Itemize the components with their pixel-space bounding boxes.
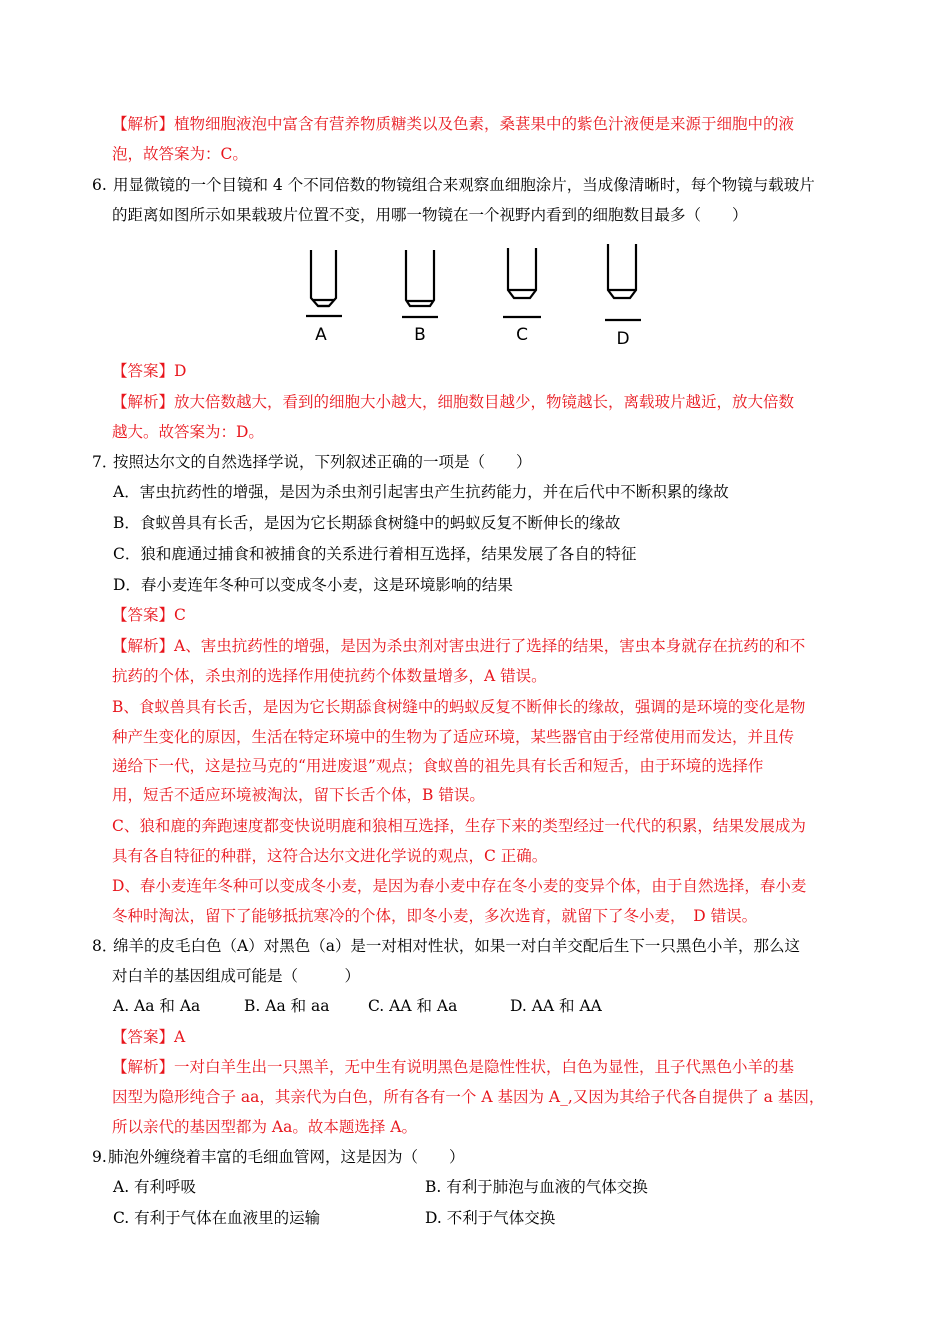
answer-value: A <box>174 1028 186 1046</box>
q9-stem: 肺泡外缠绕着丰富的毛细血管网，这是因为（ ） <box>108 1148 465 1166</box>
q5-analysis-line-1 <box>112 114 794 134</box>
q6-answer <box>112 361 186 381</box>
analysis-tag: 【解析】 <box>112 637 175 655</box>
objective-lens-d <box>605 244 641 320</box>
q7-analysis-line-8: 具有各自特征的种群，这符合达尔文进化学说的观点，C 正确。 <box>112 847 548 865</box>
analysis-tag: 【解析】 <box>112 393 175 411</box>
lens-label-c: C <box>516 325 528 345</box>
analysis-tag: 【解析】 <box>112 1058 175 1076</box>
objective-lens-b <box>402 250 438 317</box>
q9-option-a: A. 有利呼吸 <box>113 1178 197 1196</box>
q8-analysis-line-1 <box>112 1057 794 1077</box>
q7-analysis-line-10: 冬种时淘汰，留下了能够抵抗寒冷的个体，即冬小麦，多次选育，就留下了冬小麦， D 错误。 <box>112 907 758 925</box>
q8-analysis-line-3: 所以亲代的基因型都为 Aa。故本题选择 A。 <box>112 1118 417 1136</box>
analysis-text: 植物细胞液泡中富含有营养物质糖类以及色素，桑葚果中的紫色汁液便是来源于细胞中的液 <box>174 115 795 133</box>
q8-option-b: B. Aa 和 aa <box>244 997 330 1015</box>
answer-value: D <box>174 362 187 380</box>
q9-option-b: B. 有利于肺泡与血液的气体交换 <box>425 1178 648 1196</box>
q7-analysis-line-3: B、食蚁兽具有长舌，是因为它长期舔食树缝中的蚂蚁反复不断伸长的缘故，强调的是环境的变化是物 <box>112 698 806 716</box>
q5-analysis-line-2: 泡，故答案为：C。 <box>112 145 248 163</box>
analysis-text: A、害虫抗药性的增强，是因为杀虫剂对害虫进行了选择的结果，害虫本身就存在抗药的和不 <box>174 637 806 655</box>
q7-answer <box>112 605 186 625</box>
q8-stem-line-2: 对白羊的基因组成可能是（ ） <box>112 967 361 985</box>
analysis-text: 放大倍数越大，看到的细胞大小越大，细胞数目越少，物镜越长，离载玻片越近，放大倍数 <box>174 393 795 411</box>
lens-label-d: D <box>616 329 630 349</box>
q9-number: 9. <box>92 1148 107 1166</box>
q7-analysis-line-6: 用，短舌不适应环境被淘汰，留下长舌个体，B 错误。 <box>112 786 485 804</box>
answer-value: C <box>174 606 186 624</box>
objective-lens-a <box>306 250 342 316</box>
q7-analysis-line-9: D、春小麦连年冬种可以变成冬小麦，是因为春小麦中存在冬小麦的变异个体，由于自然选择，春小麦 <box>112 877 807 895</box>
q8-analysis-line-2: 因型为隐形纯合子 aa，其亲代为白色，所有各有一个 A 基因为 A_,又因为其给子代各自提供了 a 基因， <box>112 1088 825 1106</box>
lens-label-b: B <box>414 325 426 345</box>
analysis-tag: 【解析】 <box>112 115 175 133</box>
q7-option-c: C．狼和鹿通过捕食和被捕食的关系进行着相互选择，结果发展了各自的特征 <box>113 545 637 563</box>
q8-number: 8． <box>92 937 118 955</box>
q6-analysis-line-1 <box>112 392 794 412</box>
q6-stem-line-2: 的距离如图所示如果载玻片位置不变，用哪一物镜在一个视野内看到的细胞数目最多（ ） <box>112 206 748 224</box>
q7-number: 7． <box>92 453 118 471</box>
q8-option-c: C. AA 和 Aa <box>368 997 458 1015</box>
lens-label-a: A <box>315 325 327 345</box>
objective-lens-figure <box>296 240 646 350</box>
q7-option-a: A．害虫抗药性的增强，是因为杀虫剂引起害虫产生抗药能力，并在后代中不断积累的缘故 <box>113 483 729 501</box>
q6-analysis-line-2: 越大。故答案为：D。 <box>112 423 264 441</box>
q7-analysis-line-4: 种产生变化的原因，生活在特定环境中的生物为了适应环境，某些器官由于经常使用而发达，并且传 <box>112 728 795 746</box>
q8-stem-line-1: 绵羊的皮毛白色（A）对黑色（a）是一对相对性状，如果一对白羊交配后生下一只黑色小羊，那么这 <box>113 937 800 955</box>
q7-option-b: B．食蚁兽具有长舌，是因为它长期舔食树缝中的蚂蚁反复不断伸长的缘故 <box>113 514 621 532</box>
q9-option-c: C. 有利于气体在血液里的运输 <box>113 1209 321 1227</box>
q9-option-d: D. 不利于气体交换 <box>425 1209 556 1227</box>
q7-analysis-line-2: 抗药的个体，杀虫剂的选择作用使抗药个体数量增多，A 错误。 <box>112 667 547 685</box>
q8-option-d: D. AA 和 AA <box>510 997 602 1015</box>
q8-option-a: A. Aa 和 Aa <box>113 997 201 1015</box>
q6-number: 6. <box>92 176 107 194</box>
q7-analysis-line-7: C、狼和鹿的奔跑速度都变快说明鹿和狼相互选择，生存下来的类型经过一代代的积累，结果发展成为 <box>112 817 806 835</box>
q8-answer <box>112 1027 185 1047</box>
answer-tag: 【答案】 <box>112 362 175 380</box>
q7-option-d: D．春小麦连年冬种可以变成冬小麦，这是环境影响的结果 <box>113 576 513 594</box>
objective-lens-c <box>503 248 541 317</box>
analysis-text: 一对白羊生出一只黑羊，无中生有说明黑色是隐性性状，白色为显性，且子代黑色小羊的基 <box>174 1058 795 1076</box>
q7-stem: 按照达尔文的自然选择学说，下列叙述正确的一项是（ ） <box>113 453 532 471</box>
q7-analysis-line-5: 递给下一代，这是拉马克的“用进废退”观点；食蚁兽的祖先具有长舌和短舌，由于环境的选择作 <box>112 757 764 775</box>
q6-stem-line-1: 用显微镜的一个目镜和 4 个不同倍数的物镜组合来观察血细胞涂片，当成像清晰时，每个物镜与载玻片 <box>113 176 815 194</box>
answer-tag: 【答案】 <box>112 606 175 624</box>
q7-analysis-line-1 <box>112 636 805 656</box>
answer-tag: 【答案】 <box>112 1028 175 1046</box>
